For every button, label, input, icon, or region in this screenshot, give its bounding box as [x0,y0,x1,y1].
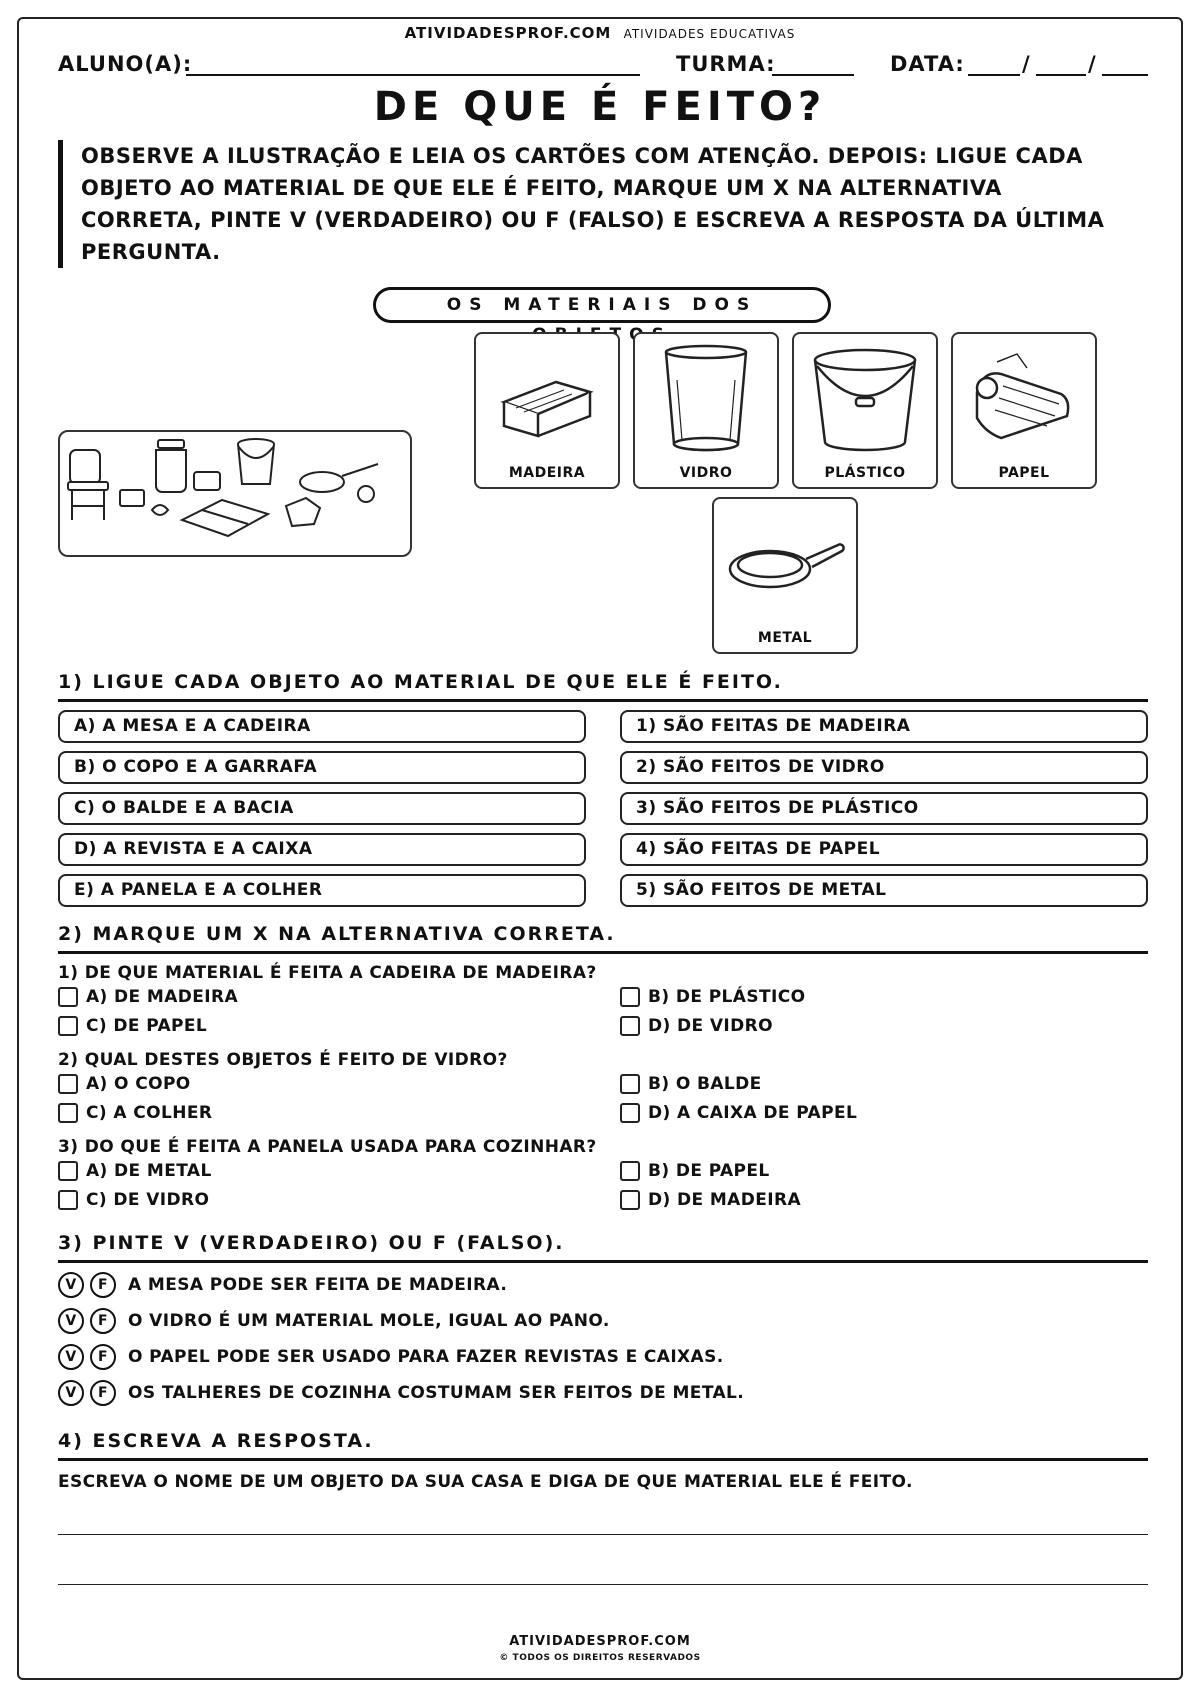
card-vidro [633,332,779,489]
crumpled-paper-icon [286,498,320,526]
option-label: D) A CAIXA DE PAPEL [648,1103,858,1123]
vf-statement: O VIDRO É UM MATERIAL MOLE, IGUAL AO PANO. [128,1311,610,1331]
instructions-text: OBSERVE A ILUSTRAÇÃO E LEIA OS CARTÕES COM ATENÇÃO. DEPOIS: LIGUE CADA OBJETO AO MATERIAL DE QUE ELE É FEITO, MARQUE UM X NA ALTERNATIVA CORRETA, PINTE V (VERDADEIRO) OU F (FALSO) E ESCREVA A RESPOSTA DA ÚLTIMA PERGUNTA. [81,144,1105,264]
match-left-item[interactable]: C) O BALDE E A BACIA [58,792,586,825]
bread-icon [194,472,220,490]
match-right-item[interactable]: 4) SÃO FEITAS DE PAPEL [620,833,1148,866]
bucket-icon [238,439,274,484]
page-title: DE QUE É FEITO? [373,84,827,130]
site-subtitle: ATIVIDADES EDUCATIVAS [623,27,796,41]
question-3: 3) DO QUE É FEITA A PANELA USADA PARA COZINHAR? [58,1137,597,1157]
section1-title: 1) LIGUE CADA OBJETO AO MATERIAL DE QUE ELE É FEITO. [58,671,1148,702]
sponge-icon [120,490,144,506]
option-row[interactable] [620,1190,801,1210]
footer-rights: © TODOS OS DIREITOS RESERVADOS [499,1653,701,1663]
date-slash-1: / [1022,52,1031,76]
date-month-line[interactable] [1036,74,1086,76]
checkbox[interactable] [620,1074,640,1094]
true-circle[interactable]: V [58,1344,84,1370]
notebook-icon [182,500,268,536]
paper-icon [963,340,1085,460]
card-label: PLÁSTICO [824,465,906,481]
vf-statement: OS TALHERES DE COZINHA COSTUMAM SER FEITOS DE METAL. [128,1383,745,1403]
option-label: B) DE PLÁSTICO [648,987,806,1007]
section4-prompt: ESCREVA O NOME DE UM OBJETO DA SUA CASA E DIGA DE QUE MATERIAL ELE É FEITO. [58,1472,913,1492]
vf-row [58,1380,744,1406]
student-label: ALUNO(A): [58,52,193,76]
option-row[interactable] [58,1103,212,1123]
vf-statement: A MESA PODE SER FEITA DE MADEIRA. [128,1275,508,1295]
option-row[interactable] [58,1190,209,1210]
date-day-line[interactable] [968,74,1020,76]
instructions [58,140,1118,268]
card-papel [951,332,1097,489]
option-label: C) DE VIDRO [86,1190,210,1210]
option-label: B) DE PAPEL [648,1161,770,1181]
option-label: A) O COPO [86,1074,191,1094]
section3-title: 3) PINTE V (VERDADEIRO) OU F (FALSO). [58,1232,1148,1263]
checkbox[interactable] [58,1103,78,1123]
option-row[interactable] [58,1161,212,1181]
card-metal [712,497,858,654]
false-circle[interactable]: F [90,1308,116,1334]
date-slash-2: / [1088,52,1097,76]
checkbox[interactable] [620,1016,640,1036]
checkbox[interactable] [620,1103,640,1123]
match-left-item[interactable]: B) O COPO E A GARRAFA [58,751,586,784]
checkbox[interactable] [620,1190,640,1210]
answer-line[interactable] [58,1534,1148,1535]
false-circle[interactable]: F [90,1272,116,1298]
question-1: 1) DE QUE MATERIAL É FEITA A CADEIRA DE MADEIRA? [58,963,597,983]
scene-illustration [58,430,412,557]
glass-icon [645,340,767,460]
option-row[interactable] [58,1016,207,1036]
option-row[interactable] [620,1103,857,1123]
bucket-icon [804,340,926,460]
checkbox[interactable] [58,987,78,1007]
true-circle[interactable]: V [58,1380,84,1406]
match-right-item[interactable]: 5) SÃO FEITOS DE METAL [620,874,1148,907]
site-name: ATIVIDADESPROF.COM [404,24,612,42]
card-label: METAL [757,630,813,646]
wood-icon [486,340,608,460]
materials-heading: OS MATERIAIS DOS [373,287,831,323]
jar-icon [156,440,186,492]
checkbox[interactable] [620,1161,640,1181]
ball-icon [358,486,374,502]
card-label: MADEIRA [508,465,586,481]
option-row[interactable] [620,1074,762,1094]
class-label: TURMA: [676,52,776,76]
student-name-line[interactable] [186,74,640,76]
match-left-item[interactable]: E) A PANELA E A COLHER [58,874,586,907]
checkbox[interactable] [58,1016,78,1036]
option-row[interactable] [58,987,238,1007]
class-line[interactable] [772,74,854,76]
option-label: D) DE MADEIRA [648,1190,802,1210]
true-circle[interactable]: V [58,1308,84,1334]
option-row[interactable] [620,987,805,1007]
false-circle[interactable]: F [90,1344,116,1370]
match-left-item[interactable]: A) A MESA E A CADEIRA [58,710,586,743]
match-right-item[interactable]: 2) SÃO FEITOS DE VIDRO [620,751,1148,784]
answer-line[interactable] [58,1584,1148,1585]
card-label: VIDRO [679,465,733,481]
chair-icon [68,450,108,520]
date-year-line[interactable] [1102,74,1148,76]
checkbox[interactable] [58,1074,78,1094]
site-header [0,24,1200,42]
footer-site: ATIVIDADESPROF.COM [509,1634,691,1649]
false-circle[interactable]: F [90,1380,116,1406]
vf-statement: O PAPEL PODE SER USADO PARA FAZER REVISTAS E CAIXAS. [128,1347,724,1367]
option-row[interactable] [620,1161,770,1181]
option-row[interactable] [620,1016,773,1036]
true-circle[interactable]: V [58,1272,84,1298]
option-label: C) DE PAPEL [86,1016,208,1036]
match-right-item[interactable]: 1) SÃO FEITAS DE MADEIRA [620,710,1148,743]
checkbox[interactable] [58,1190,78,1210]
card-plastico [792,332,938,489]
match-left-item[interactable]: D) A REVISTA E A CAIXA [58,833,586,866]
card-label: PAPEL [998,465,1050,481]
eggshell-icon [152,505,168,515]
vf-row [58,1272,507,1298]
option-label: A) DE METAL [86,1161,212,1181]
section4-title: 4) ESCREVA A RESPOSTA. [58,1430,1148,1461]
option-label: D) DE VIDRO [648,1016,773,1036]
vf-row [58,1344,724,1370]
option-row[interactable] [58,1074,191,1094]
checkbox[interactable] [58,1161,78,1181]
option-label: A) DE MADEIRA [86,987,239,1007]
option-label: B) O BALDE [648,1074,762,1094]
option-label: C) A COLHER [86,1103,213,1123]
section2-title: 2) MARQUE UM X NA ALTERNATIVA CORRETA. [58,923,1148,954]
card-madeira [474,332,620,489]
question-2: 2) QUAL DESTES OBJETOS É FEITO DE VIDRO? [58,1050,508,1070]
frying-pan-icon [724,505,846,625]
date-label: DATA: [890,52,965,76]
vf-row [58,1308,610,1334]
checkbox[interactable] [620,987,640,1007]
match-right-item[interactable]: 3) SÃO FEITOS DE PLÁSTICO [620,792,1148,825]
